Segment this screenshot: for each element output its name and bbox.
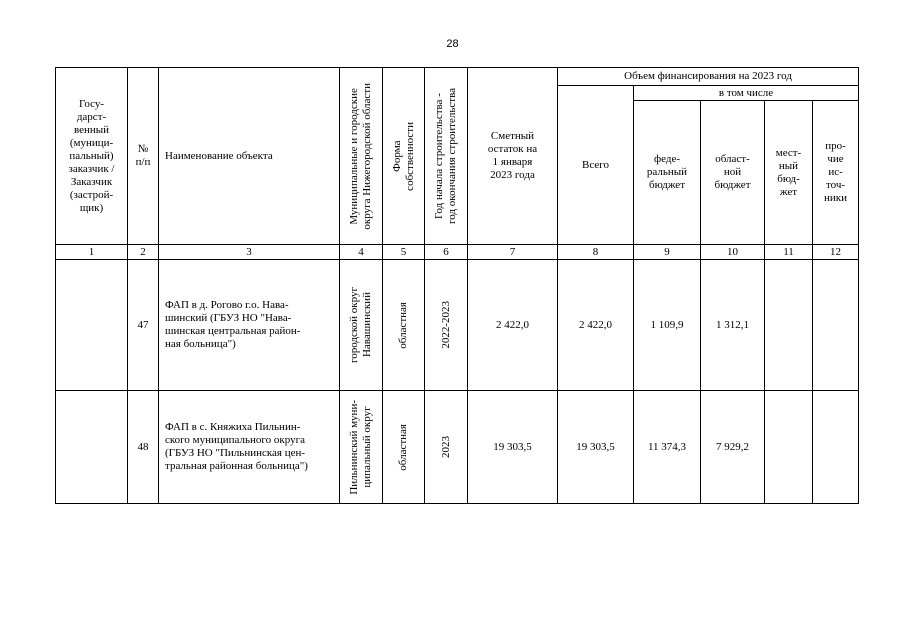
- row-other: [813, 391, 859, 504]
- header-federal: феде- ральный бюджет: [634, 101, 701, 245]
- column-numbers-row: [56, 245, 859, 260]
- column-number: 11: [765, 245, 813, 260]
- row-regional: 1 312,1: [701, 260, 765, 391]
- row-years-text: 2022-2023: [439, 301, 452, 349]
- column-number: 4: [340, 245, 383, 260]
- financing-table: [55, 67, 859, 504]
- row-ownership-text: областная: [397, 301, 409, 349]
- row-local: [765, 260, 813, 391]
- header-municipality: [340, 68, 383, 245]
- header-ownership: [383, 68, 425, 245]
- row-other: [813, 260, 859, 391]
- row-ownership: [383, 391, 425, 504]
- row-municipality: [340, 260, 383, 391]
- row-ownership-text: областная: [397, 423, 409, 471]
- row-municipality-text: городской округ Навашинский: [348, 286, 373, 364]
- row-regional: 7 929,2: [701, 391, 765, 504]
- column-number: 7: [468, 245, 558, 260]
- header-object-name: Наименование объекта: [159, 68, 340, 245]
- row-number: 48: [128, 391, 159, 504]
- row-federal: 1 109,9: [634, 260, 701, 391]
- row-federal: 11 374,3: [634, 391, 701, 504]
- row-local: [765, 391, 813, 504]
- table-row: [56, 391, 859, 504]
- row-customer: [56, 391, 128, 504]
- row-customer: [56, 260, 128, 391]
- column-number: 3: [159, 245, 340, 260]
- header-number: № п/п: [128, 68, 159, 245]
- row-total: 2 422,0: [558, 260, 634, 391]
- table-row: [56, 260, 859, 391]
- header-funding: Объем финансирования на 2023 год: [558, 68, 859, 86]
- row-ownership: [383, 260, 425, 391]
- header-years-text: Год начала строительства - год окончания строительства: [433, 88, 458, 224]
- column-number: 5: [383, 245, 425, 260]
- row-number: 47: [128, 260, 159, 391]
- header-local: мест- ный бюд- жет: [765, 101, 813, 245]
- header-estimate: Сметный остаток на 1 января 2023 года: [468, 68, 558, 245]
- column-number: 9: [634, 245, 701, 260]
- row-municipality: [340, 391, 383, 504]
- column-number: 8: [558, 245, 634, 260]
- header-ownership-text: Форма собственности: [390, 121, 416, 191]
- row-years-text: 2023: [439, 436, 452, 458]
- column-number: 1: [56, 245, 128, 260]
- row-years: [425, 260, 468, 391]
- row-object-name: ФАП в д. Рогово г.о. Нава- шинский (ГБУЗ НО "Нава- шинская центральная район- ная больница"): [159, 260, 340, 391]
- row-object-name: ФАП в с. Княжиха Пильнин- ского муниципального округа (ГБУЗ НО "Пильнинская цен- тральная районная больница"): [159, 391, 340, 504]
- row-estimate: 19 303,5: [468, 391, 558, 504]
- row-years: [425, 391, 468, 504]
- header-customer: Госу- дарст- венный (муници- пальный) заказчик / Заказчик (застрой- щик): [56, 68, 128, 245]
- header-regional: област- ной бюджет: [701, 101, 765, 245]
- header-other: про- чие ис- точ- ники: [813, 101, 859, 245]
- row-estimate: 2 422,0: [468, 260, 558, 391]
- header-years: [425, 68, 468, 245]
- header-including: в том числе: [634, 86, 859, 101]
- column-number: 2: [128, 245, 159, 260]
- column-number: 10: [701, 245, 765, 260]
- page-number: 28: [446, 38, 459, 50]
- row-total: 19 303,5: [558, 391, 634, 504]
- column-number: 12: [813, 245, 859, 260]
- column-number: 6: [425, 245, 468, 260]
- header-total: Всего: [558, 86, 634, 245]
- row-municipality-text: Пильнинский муни- ципальный округ: [348, 399, 373, 495]
- header-municipality-text: Муниципальные и городские округа Нижегородской области: [348, 82, 373, 230]
